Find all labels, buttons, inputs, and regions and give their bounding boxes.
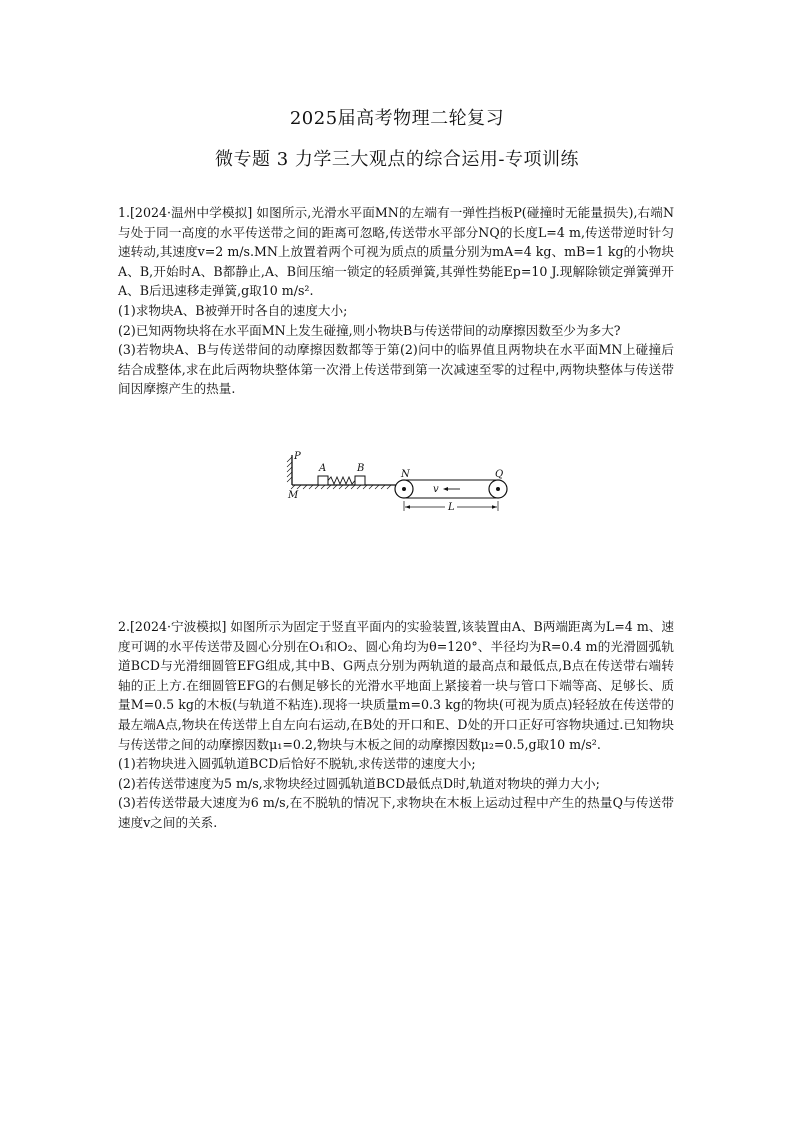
problem-1-question-2: (2)已知两物块将在水平面MN上发生碰撞,则小物块B与传送带间的动摩擦因数至少为多大? <box>118 322 621 338</box>
problem-2-question-2: (2)若传送带速度为5 m/s,求物块经过圆弧轨道BCD最低点D时,轨道对物块的弹力大小; <box>118 775 600 791</box>
problem-1-stem: 1.[2024·温州中学模拟] 如图所示,光滑水平面MN的左端有一弹性挡板P(碰撞时无能量损失),右端N与处于同一高度的水平传送带之间的距离可忽略,传送带水平部分NQ的长度L=4 m,传送带逆时针匀速转动,其速度v=2 m/s.MN上放置着两个可视为质点的质量分别为mA=4 kg、mB=1 kg的小物块A、B,开始时A、B都静止,A、B间压缩一锁定的轻质弹簧,其弹性势能Ep=10 J.现解除锁定弹簧弹开A、B后迅速移走弹簧,g取10 m/s². <box>118 205 674 299</box>
block-b <box>355 476 365 485</box>
velocity-arrowhead <box>443 487 448 491</box>
problem-2 <box>118 617 674 833</box>
left-pulley-axle <box>402 487 406 491</box>
page-subtitle: 微专题 3 力学三大观点的综合运用-专项训练 <box>215 149 579 170</box>
label-p: P <box>294 451 301 462</box>
spring <box>328 477 355 484</box>
problem-2-question-1: (1)若物块进入圆弧轨道BCD后恰好不脱轨,求传送带的速度大小; <box>118 756 476 772</box>
problem-1-question-1: (1)求物块A、B被弹开时各自的速度大小; <box>118 302 348 318</box>
problem-1-figure <box>283 451 515 517</box>
label-l: L <box>448 502 455 513</box>
label-n: N <box>401 469 410 480</box>
problem-1-question-3: (3)若物块A、B与传送带间的动摩擦因数都等于第(2)问中的临界值且两物块在水平面MN上碰撞后结合成整体,求在此后两物块整体第一次滑上传送带到第一次减速至零的过程中,两物块整体与传送带间因摩擦产生的热量. <box>118 342 674 397</box>
wall-hatch <box>287 457 292 482</box>
block-a <box>318 476 328 485</box>
problem-2-stem: 2.[2024·宁波模拟] 如图所示为固定于竖直平面内的实验装置,该装置由A、B两端距离为L=4 m、速度可调的水平传送带及圆心分别在O₁和O₂、圆心角均为θ=120°、半径均为R=0.4 m的光滑圆弧轨道BCD与光滑细圆管EFG组成,其中B、G两点分别为两轨道的最高点和最低点,B点在传送带右端转轴的正上方.在细圆管EFG的右侧足够长的光滑水平地面上紧接着一块与管口下端等高、足够长、质量M=0.5 kg的木板(与轨道不粘连).现将一块质量m=0.3 kg的物块(可视为质点)轻轻放在传送带的最左端A点,物块在传送带上自左向右运动,在B处的开口和E、D处的开口正好可容物块通过.已知物块与传送带之间的动摩擦因数μ₁=0.2,物块与木板之间的动摩擦因数μ₂=0.5,g取10 m/s². <box>118 619 674 752</box>
length-arrow-right <box>492 505 497 509</box>
label-b: B <box>357 463 365 474</box>
right-pulley-axle <box>496 487 500 491</box>
conveyor-diagram <box>283 451 515 517</box>
label-q: Q <box>495 469 504 480</box>
length-arrow-left <box>405 505 410 509</box>
problem-1 <box>118 203 674 399</box>
page-title: 2025届高考物理二轮复习 <box>289 108 505 129</box>
label-m: M <box>288 490 299 501</box>
problem-2-question-3: (3)若传送带最大速度为6 m/s,在不脱轨的情况下,求物块在木板上运动过程中产生的热量Q与传送带速度v之间的关系. <box>118 795 674 830</box>
label-a: A <box>319 463 327 474</box>
label-v: v <box>433 484 439 495</box>
